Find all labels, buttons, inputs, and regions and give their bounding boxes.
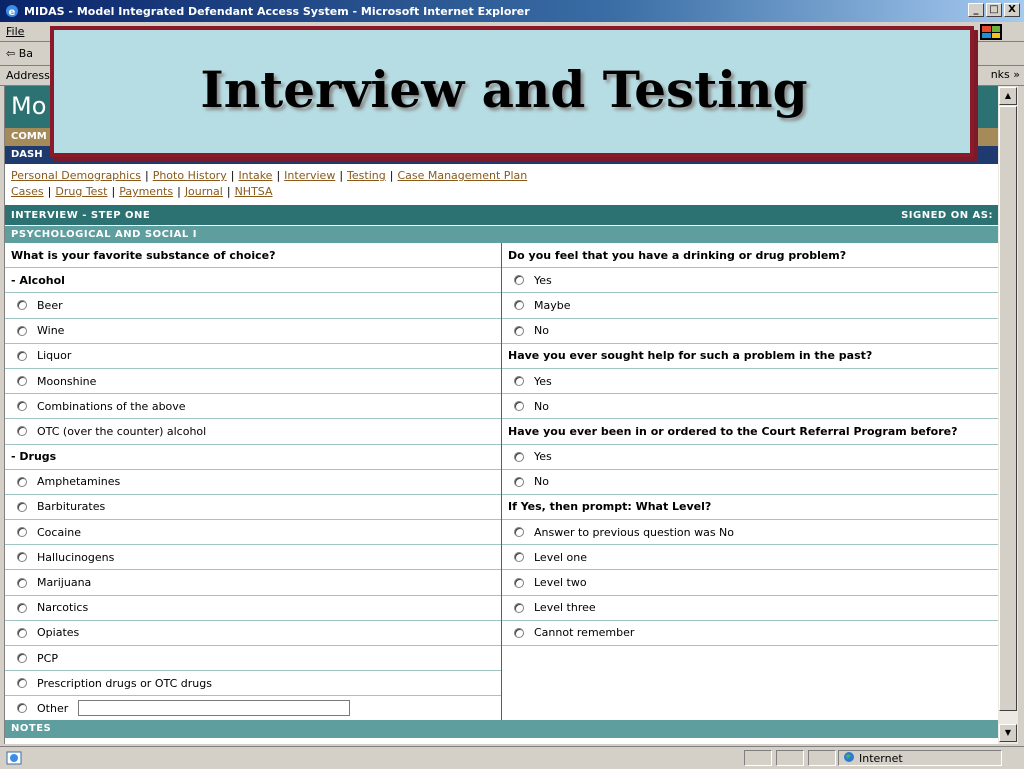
radio-option-row [502,369,998,394]
globe-icon [843,751,855,766]
nav-separator: | [276,169,281,182]
option-label: Barbiturates [37,500,106,514]
question-text: What is your favorite substance of choice? [11,248,276,262]
radio-option-row [5,470,501,495]
question-label [5,243,501,268]
radio-option-row [502,445,998,470]
group-label [5,268,501,293]
option-label: No [534,324,549,338]
nav-link-journal[interactable]: Journal [184,185,223,198]
radio-option-row [5,344,501,369]
radio-button[interactable] [514,300,524,310]
zone-label: Internet [859,751,903,765]
subsection-title: PSYCHOLOGICAL AND SOCIAL I [11,229,197,240]
group-text: - Alcohol [11,273,65,287]
sub-navigation [11,168,991,200]
option-label: Level one [534,550,588,564]
option-label: No [534,475,549,489]
radio-button[interactable] [514,527,524,537]
back-button[interactable]: ⇦ Ba [6,47,34,60]
option-label: Yes [534,273,552,287]
scroll-down-icon[interactable]: ▼ [999,724,1017,742]
radio-button[interactable] [514,603,524,613]
option-label: Cannot remember [534,626,635,640]
question-label [502,344,998,369]
radio-option-row [5,646,501,671]
community-bar-label: COMM [11,131,47,142]
windows-logo-icon [980,24,1002,40]
nav-link-nhtsa[interactable]: NHTSA [234,185,273,198]
question-text: Have you ever been in or ordered to the Court Referral Program before? [508,424,958,438]
nav-separator: | [389,169,394,182]
option-label: Combinations of the above [37,399,186,413]
notes-header [5,720,998,738]
radio-option-row [502,394,998,419]
radio-button[interactable] [17,376,27,386]
vertical-scrollbar[interactable] [998,86,1018,744]
subnav-row-1 [11,168,991,184]
nav-separator: | [144,169,149,182]
scroll-up-icon[interactable]: ▲ [999,87,1017,105]
page-status-icon [6,750,22,769]
radio-option-row [5,596,501,621]
nav-link-testing[interactable]: Testing [347,169,386,182]
radio-option-row [5,570,501,595]
option-label: Level three [534,601,596,615]
radio-option-row [502,470,998,495]
radio-option-row [5,671,501,696]
option-label: Moonshine [37,374,97,388]
radio-option-row [5,495,501,520]
radio-option-row [502,621,998,646]
radio-button[interactable] [17,653,27,663]
option-label: Amphetamines [37,475,121,489]
group-label [5,445,501,470]
nav-separator: | [230,169,235,182]
radio-button[interactable] [17,603,27,613]
option-label: Liquor [37,349,72,363]
ie-icon [4,3,20,19]
radio-option-row [5,319,501,344]
radio-option-row [5,696,501,721]
menu-file[interactable]: File [6,25,25,38]
status-pane [808,750,836,766]
radio-option-row [502,319,998,344]
nav-link-personal-demographics[interactable]: Personal Demographics [11,169,141,182]
step-title: INTERVIEW - STEP ONE [11,209,151,221]
nav-separator: | [339,169,344,182]
minimize-button[interactable]: _ [968,3,984,17]
radio-button[interactable] [514,477,524,487]
radio-button[interactable] [17,477,27,487]
option-label: Other [37,701,69,715]
question-text: Have you ever sought help for such a problem in the past? [508,349,873,363]
nav-link-drug-test[interactable]: Drug Test [55,185,108,198]
page-content [4,86,998,744]
option-label: Opiates [37,626,80,640]
status-pane [744,750,772,766]
option-label: Prescription drugs or OTC drugs [37,676,212,690]
radio-button[interactable] [17,426,27,436]
radio-button[interactable] [17,703,27,713]
nav-separator: | [111,185,116,198]
radio-button[interactable] [514,401,524,411]
radio-button[interactable] [514,578,524,588]
radio-option-row [5,394,501,419]
radio-option-row [5,419,501,444]
question-label [502,243,998,268]
notes-label: NOTES [11,723,52,734]
question-label [502,495,998,520]
nav-separator: | [47,185,52,198]
option-label: PCP [37,651,58,665]
radio-button[interactable] [514,552,524,562]
option-label: Maybe [534,298,571,312]
group-text: - Drugs [11,450,57,464]
radio-option-row [502,268,998,293]
radio-button[interactable] [17,578,27,588]
slide-title-overlay [50,26,974,157]
radio-option-row [5,369,501,394]
option-label: Wine [37,324,65,338]
status-bar [0,746,1024,768]
radio-button[interactable] [17,527,27,537]
nav-link-payments[interactable]: Payments [119,185,174,198]
left-column [5,243,502,722]
radio-button[interactable] [514,376,524,386]
slide-title: Interview and Testing [200,60,808,119]
nav-link-intake[interactable]: Intake [238,169,273,182]
title-bar [0,0,1024,22]
section-header [5,205,998,225]
radio-option-row [5,621,501,646]
svg-text:e: e [8,7,16,18]
question-label [502,419,998,444]
scroll-thumb[interactable] [999,106,1017,711]
radio-option-row [502,293,998,318]
close-button[interactable]: X [1004,3,1020,17]
radio-button[interactable] [17,628,27,638]
radio-option-row [5,293,501,318]
right-column [502,243,998,722]
radio-button[interactable] [17,300,27,310]
radio-button[interactable] [17,502,27,512]
radio-button[interactable] [17,351,27,361]
zone-pane [838,750,1002,766]
radio-option-row [502,570,998,595]
address-label: Address [6,69,50,82]
nav-link-case-management-plan[interactable]: Case Management Plan [397,169,528,182]
option-label: Level two [534,576,587,590]
radio-button[interactable] [17,401,27,411]
subnav-row-2 [11,184,991,200]
signed-on-label: SIGNED ON AS: [901,209,993,221]
radio-option-row [502,520,998,545]
nav-separator: | [177,185,181,198]
question-text: Do you feel that you have a drinking or drug problem? [508,248,847,262]
status-pane [776,750,804,766]
nav-link-interview[interactable]: Interview [284,169,336,182]
option-label: OTC (over the counter) alcohol [37,424,207,438]
radio-button[interactable] [514,326,524,336]
radio-option-row [502,545,998,570]
option-label: No [534,399,549,413]
radio-button[interactable] [17,326,27,336]
interview-form [5,205,998,722]
question-text: If Yes, then prompt: What Level? [508,500,712,514]
nav-link-photo-history[interactable]: Photo History [152,169,227,182]
subsection-header [5,225,998,243]
radio-option-row [502,596,998,621]
window-title: MIDAS - Model Integrated Defendant Access System - Microsoft Internet Explorer [24,4,530,18]
nav-link-cases[interactable]: Cases [11,185,44,198]
option-label: Narcotics [37,601,89,615]
option-label: Cocaine [37,525,81,539]
radio-option-row [5,520,501,545]
option-label: Hallucinogens [37,550,115,564]
radio-button[interactable] [17,552,27,562]
app-title: Mo [11,92,47,120]
radio-button[interactable] [514,628,524,638]
nav-separator: | [226,185,231,198]
radio-button[interactable] [514,452,524,462]
option-label: Yes [534,374,552,388]
option-label: Yes [534,450,552,464]
option-label: Beer [37,298,63,312]
option-label: Marijuana [37,576,92,590]
radio-option-row [5,545,501,570]
dashboard-link[interactable]: DASH [11,149,43,160]
maximize-button[interactable]: □ [986,3,1002,17]
other-text-input[interactable] [78,700,350,716]
option-label: Answer to previous question was No [534,525,735,539]
radio-button[interactable] [514,275,524,285]
links-label[interactable]: nks » [990,68,1020,81]
radio-button[interactable] [17,678,27,688]
